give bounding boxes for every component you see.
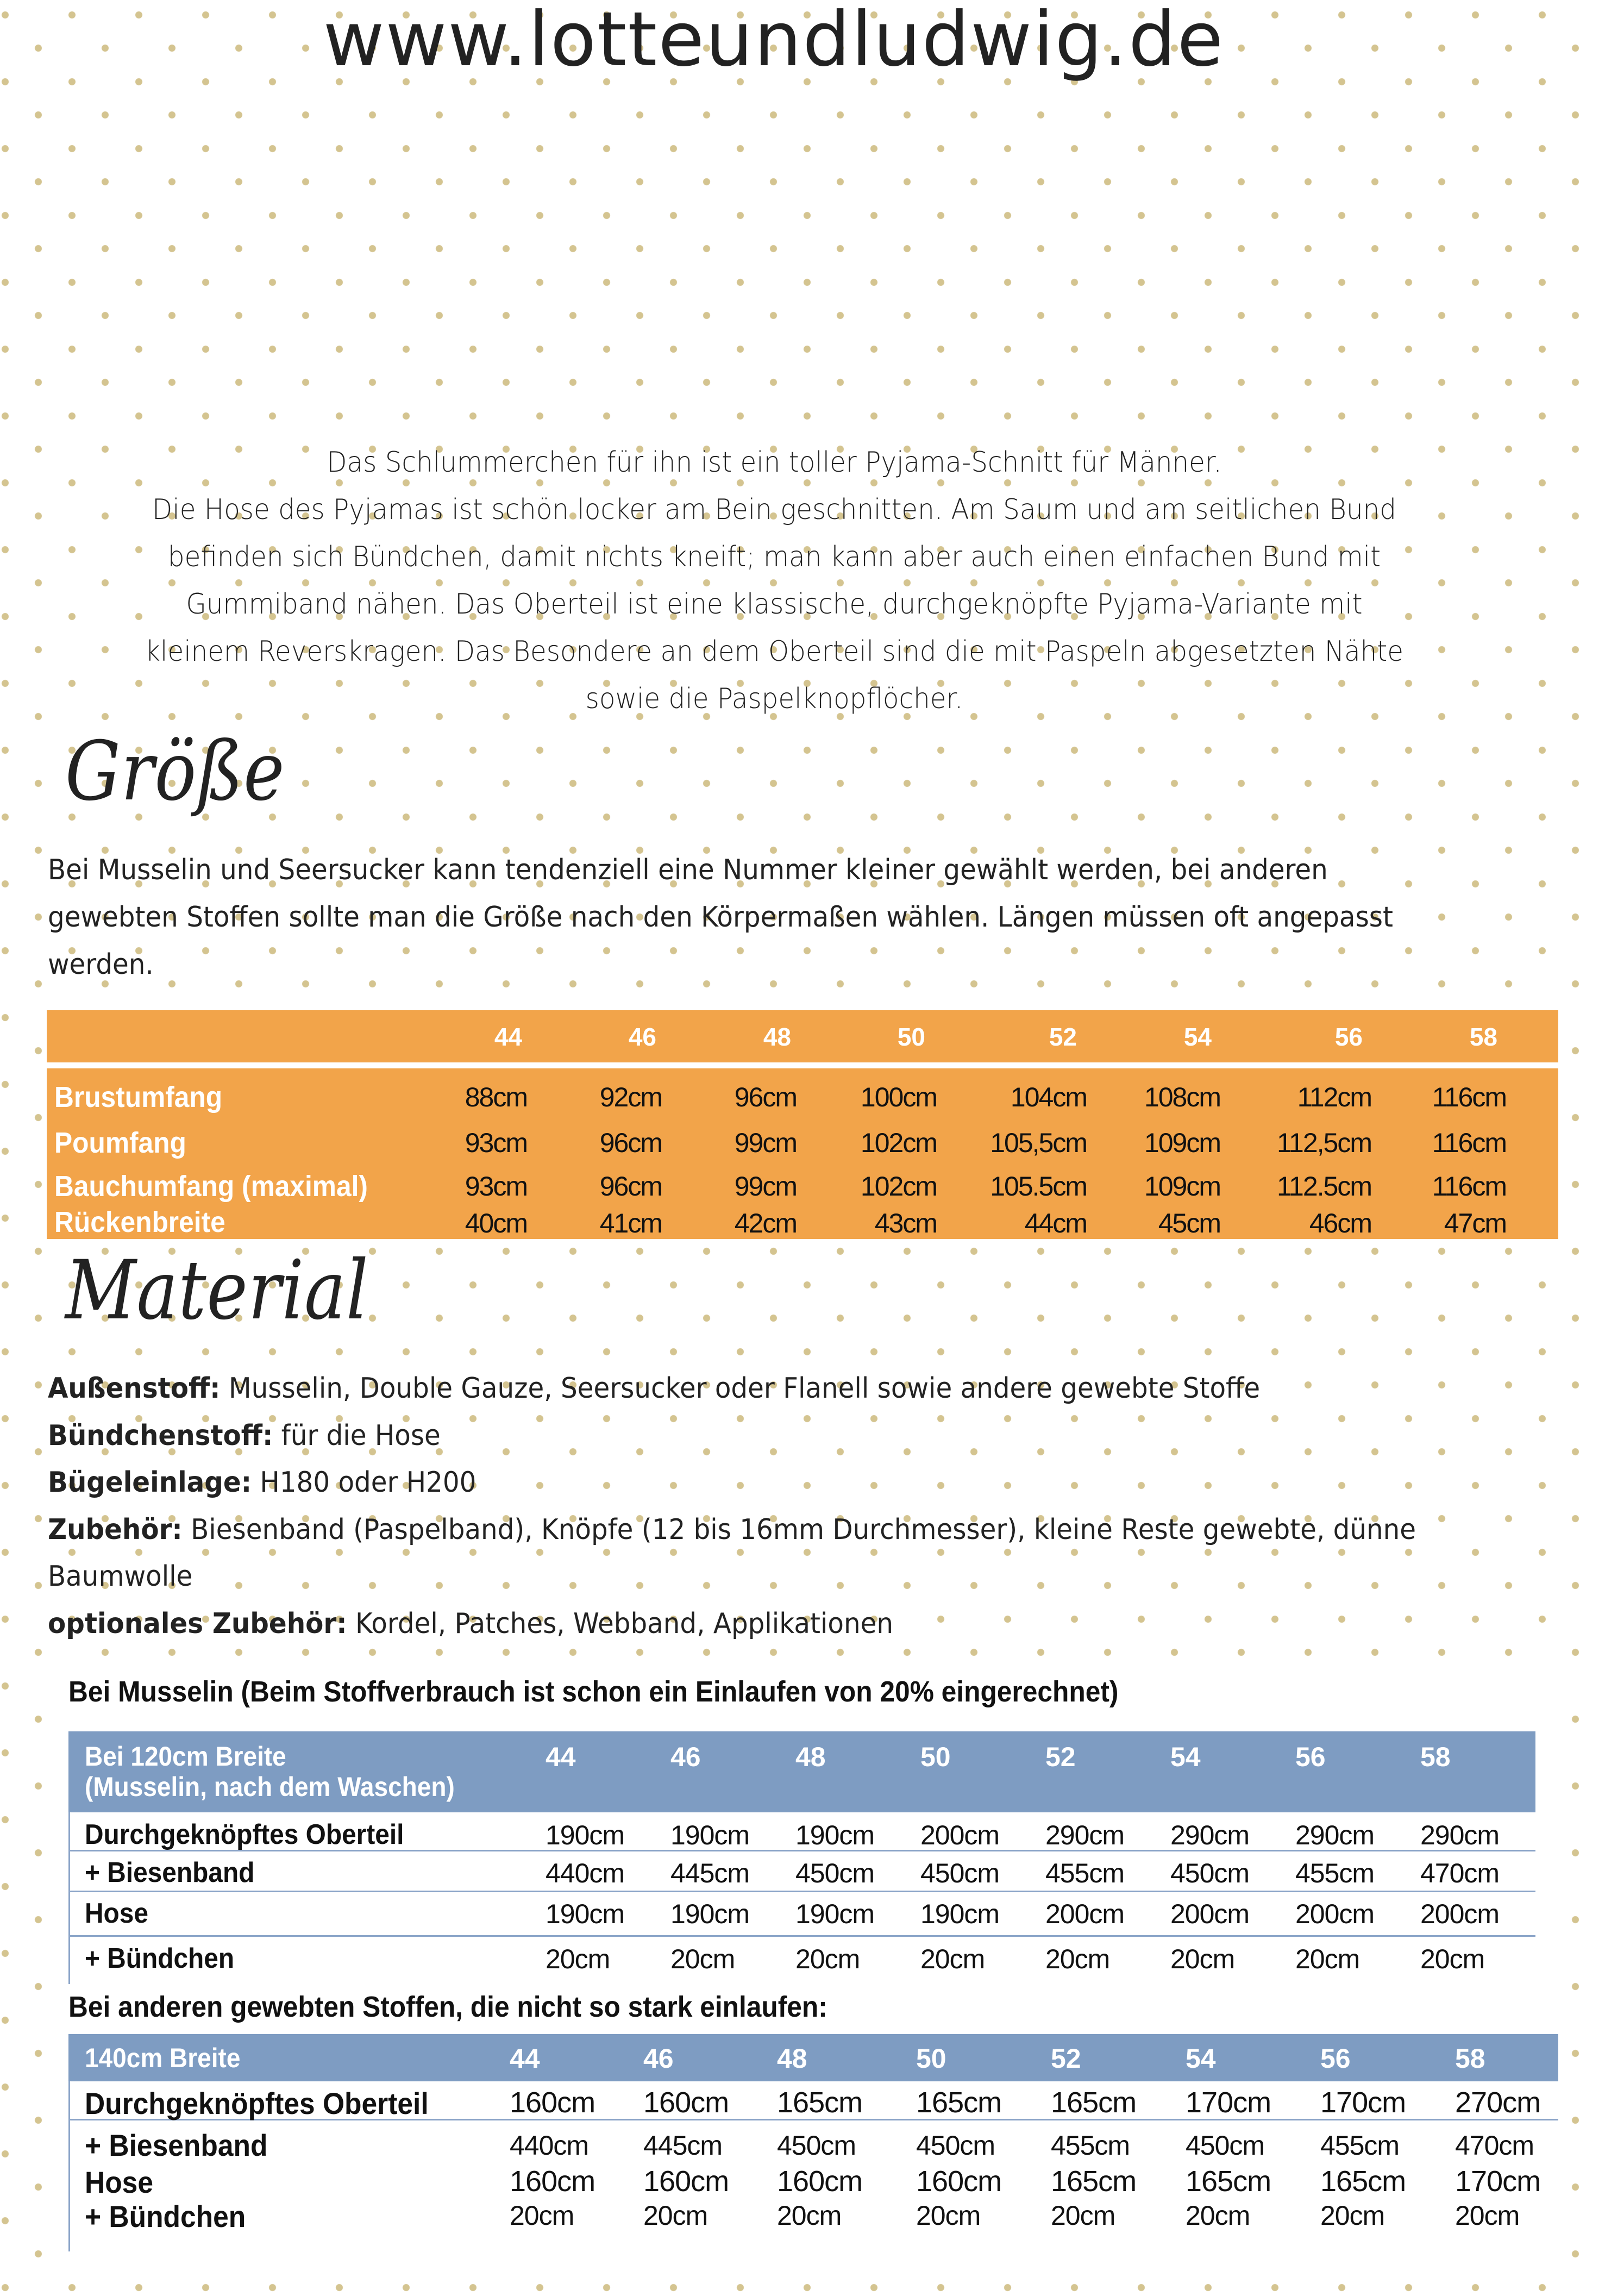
table-cell: 190cm xyxy=(795,1899,875,1929)
row-label: Durchgeknöpftes Oberteil xyxy=(85,1819,404,1850)
row-label: Poumfang xyxy=(54,1127,186,1159)
header-label-sub: (Musselin, nach dem Waschen) xyxy=(85,1772,455,1802)
advice-line: werden. xyxy=(48,948,154,981)
material-item-text: H180 oder H200 xyxy=(252,1466,477,1499)
size-column-header: 50 xyxy=(916,2043,946,2074)
size-column-header: 54 xyxy=(1186,2043,1216,2074)
material-item xyxy=(48,1365,1493,1412)
table-cell: 165cm xyxy=(1051,2086,1137,2119)
table-cell: 190cm xyxy=(546,1899,625,1929)
table-cell: 455cm xyxy=(1320,2130,1400,2161)
table-cell: 190cm xyxy=(670,1899,750,1929)
musselin-table-heading: Bei Musselin (Beim Stoffverbrauch ist schon ein Einlaufen von 20% eingerechnet) xyxy=(68,1675,1119,1708)
size-column-header: 48 xyxy=(763,1023,791,1051)
table-cell: 109cm xyxy=(1144,1171,1220,1202)
site-title: www.lotteundludwig.de xyxy=(323,0,1225,83)
table-cell: 455cm xyxy=(1051,2130,1130,2161)
table-cell: 116cm xyxy=(1432,1128,1506,1158)
table-cell: 112.5cm xyxy=(1276,1171,1371,1202)
size-column-header: 52 xyxy=(1049,1023,1077,1051)
musselin-table-header xyxy=(68,1731,1535,1812)
table-cell: 270cm xyxy=(1455,2086,1541,2119)
material-item xyxy=(48,1459,1493,1506)
table-cell: 93cm xyxy=(465,1171,527,1202)
table-cell: 290cm xyxy=(1420,1820,1500,1850)
table-cell: 160cm xyxy=(916,2165,1002,2198)
table-cell: 20cm xyxy=(1170,1944,1235,1974)
material-item-label: Außenstoff: xyxy=(48,1372,221,1405)
table-cell: 450cm xyxy=(795,1858,875,1888)
size-column-header: 56 xyxy=(1295,1742,1326,1772)
table-cell: 200cm xyxy=(1170,1899,1250,1929)
intro-line: Gummiband nähen. Das Oberteil ist eine klassische, durchgeknöpfte Pyjama-Variante mit xyxy=(186,588,1363,621)
size-table xyxy=(47,1010,1558,1239)
table-cell: 20cm xyxy=(1186,2200,1250,2231)
table-cell: 20cm xyxy=(1320,2200,1385,2231)
row-label: Brustumfang xyxy=(54,1081,223,1113)
table-cell: 190cm xyxy=(795,1820,875,1850)
material-item-text: für die Hose xyxy=(273,1419,441,1452)
material-item xyxy=(48,1412,1493,1460)
row-label: Hose xyxy=(85,2165,153,2199)
table-cell: 40cm xyxy=(465,1208,527,1238)
table-cell: 450cm xyxy=(1186,2130,1265,2161)
table-cell: 450cm xyxy=(920,1858,1000,1888)
table-cell: 20cm xyxy=(920,1944,985,1974)
table-cell: 102cm xyxy=(860,1171,937,1202)
row-label: Durchgeknöpftes Oberteil xyxy=(85,2086,429,2120)
table-cell: 450cm xyxy=(1170,1858,1250,1888)
table-cell: 165cm xyxy=(1051,2165,1137,2198)
size-table-header xyxy=(47,1010,1558,1062)
table-cell: 200cm xyxy=(1295,1899,1375,1929)
header-label: 140cm Breite xyxy=(85,2043,241,2073)
advice-line: gewebten Stoffen sollte man die Größe nach den Körpermaßen wählen. Längen müssen oft angepasst xyxy=(48,901,1393,934)
intro-line: sowie die Paspelknopflöcher. xyxy=(585,683,963,715)
size-column-header: 54 xyxy=(1170,1742,1201,1772)
table-cell: 88cm xyxy=(465,1082,527,1112)
table-cell: 190cm xyxy=(546,1820,625,1850)
size-advice xyxy=(48,847,1493,989)
size-column-header: 58 xyxy=(1455,2043,1485,2074)
table-cell: 20cm xyxy=(795,1944,860,1974)
size-column-header: 44 xyxy=(510,2043,540,2074)
table-cell: 20cm xyxy=(1420,1944,1485,1974)
material-heading: Material xyxy=(65,1243,369,1338)
table-cell: 41cm xyxy=(599,1208,662,1238)
row-label: + Bündchen xyxy=(85,1943,235,1974)
table-cell: 45cm xyxy=(1158,1208,1220,1238)
row-label: + Biesenband xyxy=(85,1857,255,1888)
table-cell: 470cm xyxy=(1420,1858,1500,1888)
table-cell: 46cm xyxy=(1309,1208,1371,1238)
table-cell: 165cm xyxy=(1320,2165,1406,2198)
table-cell: 20cm xyxy=(510,2200,574,2231)
size-column-header: 48 xyxy=(777,2043,807,2074)
material-item-text: Biesenband (Paspelband), Knöpfe (12 bis 16mm Durchmesser), kleine Reste gewebte, dünne xyxy=(182,1513,1416,1546)
row-label: Rückenbreite xyxy=(54,1206,225,1238)
table-cell: 455cm xyxy=(1045,1858,1125,1888)
table-cell: 116cm xyxy=(1432,1171,1506,1202)
table-cell: 20cm xyxy=(916,2200,981,2231)
table-cell: 20cm xyxy=(546,1944,610,1974)
size-column-header: 44 xyxy=(546,1742,576,1772)
musselin-table xyxy=(68,1731,1535,1984)
table-cell: 200cm xyxy=(920,1820,1000,1850)
table-cell: 20cm xyxy=(670,1944,735,1974)
material-item xyxy=(48,1600,1493,1648)
size-column-header: 58 xyxy=(1469,1023,1497,1051)
table-cell: 190cm xyxy=(670,1820,750,1850)
table-cell: 470cm xyxy=(1455,2130,1534,2161)
table-cell: 170cm xyxy=(1455,2165,1541,2198)
table-cell: 20cm xyxy=(1455,2200,1520,2231)
table-cell: 20cm xyxy=(1051,2200,1115,2231)
table-cell: 160cm xyxy=(643,2165,729,2198)
size-column-header: 50 xyxy=(897,1023,925,1051)
other-fabric-table xyxy=(68,2034,1558,2251)
material-item-label: Zubehör: xyxy=(48,1513,183,1546)
row-label: + Bündchen xyxy=(85,2199,246,2234)
table-cell: 42cm xyxy=(734,1208,797,1238)
table-cell: 455cm xyxy=(1295,1858,1375,1888)
size-column-header: 56 xyxy=(1334,1023,1363,1051)
size-column-header: 58 xyxy=(1420,1742,1451,1772)
table-cell: 160cm xyxy=(510,2086,595,2119)
table-cell: 109cm xyxy=(1144,1128,1220,1158)
material-item-label: Bündchenstoff: xyxy=(48,1419,273,1452)
table-cell: 165cm xyxy=(777,2086,863,2119)
material-list xyxy=(48,1365,1493,1647)
table-cell: 445cm xyxy=(643,2130,723,2161)
intro-line: Die Hose des Pyjamas ist schön locker am Bein geschnitten. Am Saum und am seitlichen Bund xyxy=(152,493,1396,526)
size-column-header: 56 xyxy=(1320,2043,1351,2074)
table-cell: 99cm xyxy=(734,1171,797,1202)
header-label: Bei 120cm Breite xyxy=(85,1741,286,1772)
size-column-header: 48 xyxy=(795,1742,826,1772)
table-cell: 290cm xyxy=(1295,1820,1375,1850)
table-cell: 290cm xyxy=(1170,1820,1250,1850)
intro-paragraph xyxy=(85,439,1464,723)
intro-line: Das Schlummerchen für ihn ist ein toller Pyjama-Schnitt für Männer. xyxy=(327,446,1222,479)
table-cell: 116cm xyxy=(1432,1082,1506,1112)
material-item-continuation xyxy=(48,1553,1493,1600)
table-cell: 96cm xyxy=(734,1082,797,1112)
table-cell: 96cm xyxy=(599,1171,662,1202)
row-divider xyxy=(68,1891,1535,1892)
table-cell: 100cm xyxy=(860,1082,937,1112)
table-cell: 170cm xyxy=(1320,2086,1406,2119)
table-cell: 99cm xyxy=(734,1128,797,1158)
table-left-border xyxy=(68,1812,70,1984)
table-cell: 20cm xyxy=(1045,1944,1110,1974)
material-item-label: optionales Zubehör: xyxy=(48,1607,347,1640)
table-cell: 44cm xyxy=(1024,1208,1087,1238)
table-cell: 108cm xyxy=(1144,1082,1220,1112)
advice-line: Bei Musselin und Seersucker kann tendenziell eine Nummer kleiner gewählt werden, bei anderen xyxy=(48,854,1328,886)
table-cell: 93cm xyxy=(465,1128,527,1158)
table-cell: 105.5cm xyxy=(990,1171,1087,1202)
table-cell: 165cm xyxy=(1186,2165,1271,2198)
table-cell: 92cm xyxy=(599,1082,662,1112)
table-cell: 160cm xyxy=(777,2165,863,2198)
size-column-header: 54 xyxy=(1183,1023,1212,1051)
table-cell: 112cm xyxy=(1297,1082,1371,1112)
table-cell: 104cm xyxy=(1010,1082,1087,1112)
table-cell: 96cm xyxy=(599,1128,662,1158)
row-label: Hose xyxy=(85,1898,148,1929)
table-cell: 200cm xyxy=(1045,1899,1125,1929)
table-cell: 20cm xyxy=(1295,1944,1360,1974)
material-item-label: Bügeleinlage: xyxy=(48,1466,252,1499)
table-cell: 445cm xyxy=(670,1858,750,1888)
size-column-header: 44 xyxy=(494,1023,522,1051)
table-cell: 165cm xyxy=(916,2086,1002,2119)
table-cell: 170cm xyxy=(1186,2086,1271,2119)
other-fabric-table-header xyxy=(68,2034,1558,2081)
material-item-text: Baumwolle xyxy=(48,1560,193,1593)
size-column-header: 50 xyxy=(920,1742,951,1772)
table-left-border xyxy=(68,2081,70,2251)
table-cell: 440cm xyxy=(510,2130,589,2161)
table-cell: 160cm xyxy=(643,2086,729,2119)
size-column-header: 52 xyxy=(1045,1742,1076,1772)
table-cell: 20cm xyxy=(643,2200,708,2231)
size-column-header: 52 xyxy=(1051,2043,1081,2074)
table-cell: 190cm xyxy=(920,1899,1000,1929)
size-column-header: 46 xyxy=(643,2043,674,2074)
intro-line: befinden sich Bündchen, damit nichts kneift; man kann aber auch einen einfachen Bund mit xyxy=(167,541,1381,573)
table-cell: 200cm xyxy=(1420,1899,1500,1929)
row-label: + Biesenband xyxy=(85,2128,268,2162)
material-item-text: Kordel, Patches, Webband, Applikationen xyxy=(347,1607,894,1640)
table-cell: 43cm xyxy=(874,1208,937,1238)
intro-line: kleinem Reverskragen. Das Besondere an dem Oberteil sind die mit Paspeln abgesetzten Nähte xyxy=(145,635,1403,668)
table-cell: 290cm xyxy=(1045,1820,1125,1850)
row-label: Bauchumfang (maximal) xyxy=(54,1170,368,1203)
size-heading: Größe xyxy=(65,724,285,819)
table-cell: 450cm xyxy=(777,2130,856,2161)
table-cell: 47cm xyxy=(1444,1208,1506,1238)
table-cell: 160cm xyxy=(510,2165,595,2198)
size-column-header: 46 xyxy=(670,1742,701,1772)
material-item xyxy=(48,1506,1493,1554)
table-cell: 450cm xyxy=(916,2130,995,2161)
table-cell: 440cm xyxy=(546,1858,625,1888)
material-item-text: Musselin, Double Gauze, Seersucker oder Flanell sowie andere gewebte Stoffe xyxy=(220,1372,1261,1405)
table-cell: 112,5cm xyxy=(1276,1128,1371,1158)
table-cell: 20cm xyxy=(777,2200,842,2231)
other-fabric-table-heading: Bei anderen gewebten Stoffen, die nicht so stark einlaufen: xyxy=(68,1991,827,2023)
table-cell: 105,5cm xyxy=(990,1128,1087,1158)
size-table-body xyxy=(47,1068,1558,1239)
size-column-header: 46 xyxy=(628,1023,656,1051)
row-divider xyxy=(68,1935,1535,1937)
table-cell: 102cm xyxy=(860,1128,937,1158)
